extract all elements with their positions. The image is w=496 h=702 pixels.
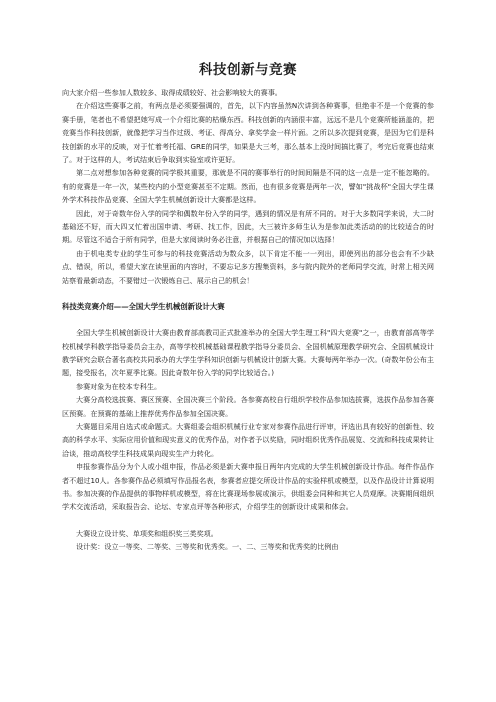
closing-paragraph: 设计奖：设立一等奖、二等奖、三等奖和优秀奖。一、二、三等奖和优秀奖的比例由 [76, 542, 339, 552]
section-paragraph: 申报参赛作品分为个人或小组申报，作品必须是新大赛申报日两年内完成的大学生机械创新设计作品。每件作品作者不超过10人。各参赛作品必须填写作品报名表，参赛者应提交所设计作品的实验样机或模型，以及作品设计计算说明书。参加决赛的作品提供的事物样机或模型，将在比赛现场参展或演示，供组委会同种和其它人员观摩。决赛期间组织学术交流活动，采取报告会、论坛、专家点评等各种形式，介绍学生的创新设计成果和体会。 [62, 462, 434, 512]
section-paragraph: 全国大学生机械创新设计大赛由教育部高教司正式批准举办的全国大学生理工科"四大竞赛"之一，由教育部高等学校机械学科教学指导委员会主办，高等学校机械基础课程教学指导分委员会、全国机械原理教学研究会、全国机械设计教学研究会联合著名高校共同承办的大学生学科知识创新与机械设计创新大赛。大赛每两年举办一次。(奇数年份公布主题，接受报名，次年夏季比赛。因此奇数年份入学的同学比较适合。) [62, 328, 434, 378]
closing-paragraph: 大赛设立设计奖、单项奖和组织奖三类奖项。 [76, 528, 218, 538]
section-paragraph: 大赛分高校选拔赛、赛区预赛、全国决赛三个阶段。各参赛高校自行组织学校作品参加选拔赛，选拔作品参加各赛区预赛。在预赛的基础上推荐优秀作品参加全国决赛。 [62, 395, 434, 418]
intro-paragraph: 因此，对于奇数年份入学的同学和偶数年份入学的同学，遇到的情况是有所不同的。对于大多数同学来说，大二时基础还不好，而大四又忙着出国申请、考研、找工作，因此，大三被许多师生认为是参加此类活动的的比较适合的时期。尽管这不适合于所有同学，但是大家阅读时务必注意，并根据自己的情况加以选择！ [62, 208, 434, 245]
section-paragraph: 大赛题目采用自选式或命题式。大赛组委会组织机械行业专家对参赛作品进行评审，评选出具有较好的创新性、较高的科学水平、实际应用价值和现实意义的优秀作品，对作者予以奖励，同时组织优秀作品展览、交流和科技成果转让洽谈，推动高校学生科技成果向现实生产力转化。 [62, 421, 434, 458]
intro-paragraph: 第二点对想参加各种竞赛的同学极其重要，那就是不同的赛事举行的时间间隔是不同的这一点是一定不能忽略的。有的竞赛是一年一次，某些校内的小型竞赛甚至不定期。然而，也有很多竞赛是两年一次，譬如"挑战杯"全国大学生课外学术科技作品竞赛、全国大学生机械创新设计大赛都是这样。 [62, 168, 434, 205]
intro-paragraph: 在介绍这些赛事之前，有两点是必须要强调的，首先，以下内容虽然N次讲到各种赛事，但绝非不是一个竞赛的参赛手册，笔者也不希望把她写成一个介绍比赛的枯燥东西。科技创新的内涵很丰富，远远不是几个竞赛所能涵盖的，把竞赛当作科技创新，就像把学习当作过级、考证、得高分、拿奖学金一样片面。之所以多次提到竞赛，是因为它们是科技创新的水平的反映，对于忙着考托福、GRE的同学，如果是大三考，那么基本上没时间搞比赛了，考完后竞赛也结束了。对于这样的人，考试结束后争取到实验室或许更好。 [62, 101, 434, 165]
section-heading: 科技类竞赛介绍——全国大学生机械创新设计大赛 [62, 302, 225, 312]
intro-paragraph: 由于机电类专业的学生可参与的科技竞赛活动为数众多，以下肯定不能一一列出，即使列出的部分也会有不少缺点、错误，所以，希望大家在读里面的内容时，不要忘记多方搜集资料，多与院内院外的老师同学交流，时常上相关网站察看最新动态，不要错过一次锻炼自己、展示自己的机会！ [62, 248, 434, 285]
document-page [62, 62, 434, 554]
document-title: 科技创新与竞赛 [199, 62, 297, 78]
section-paragraph: 参赛对象为在校本专科生。 [76, 381, 162, 391]
intro-paragraph: 向大家介绍一些参加人数较多、取得成绩较好、社会影响较大的赛事。 [62, 88, 282, 97]
